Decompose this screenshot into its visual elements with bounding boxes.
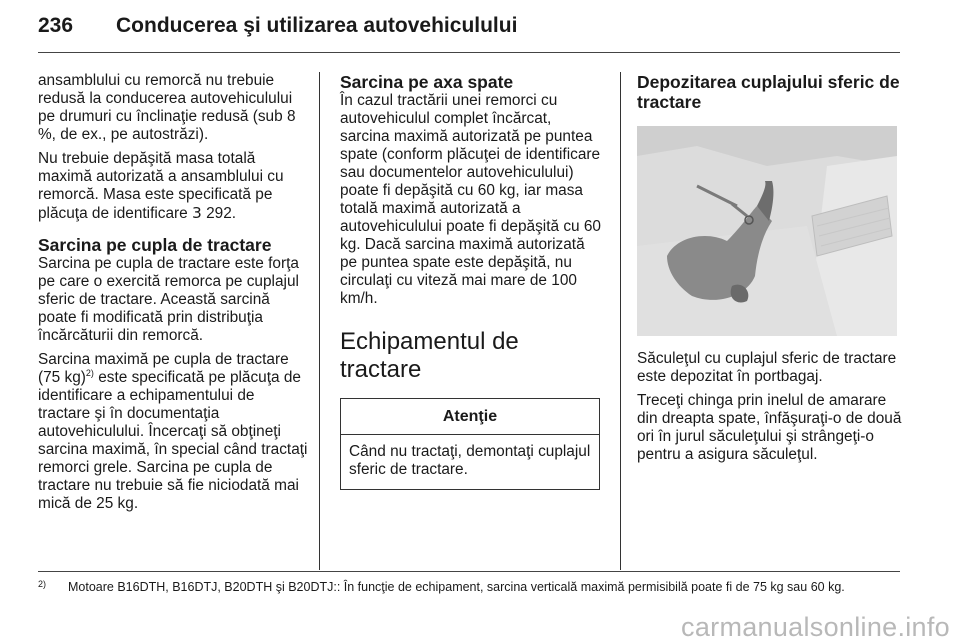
paragraph [38,150,310,223]
footnote-mark: 2) [38,579,47,589]
paragraph: În cazul tractării unei remorci cu autovehiculul complet încărcat, sarcina maximă autorizată pe puntea spate (conform plăcuţei de identificare sau documentelor autovehiculului) poate fi depăşită cu 60 kg, iar masa totală maximă autorizată a autovehiculului poate fi depăşită cu 60 kg. Dacă sarcina maximă autorizată pe puntea spate este depăşită, nu circulaţi cu viteză mai mare de 100 km/h. [340,92,601,307]
chapter-heading: Echipamentul de tractare [340,328,519,383]
page-number: 236 [38,14,74,37]
page-reference-arrow-icon[interactable]: 3 [192,204,202,222]
page-header [38,14,900,48]
paragraph-text: este specificată pe plăcuţa de identificare a echipamentului de tractare şi în documentaţia autovehiculului. Încercaţi să obţineţi sarcina maximă, în special când tractaţi remorci grele. Sarcina pe cupla de tractare nu trebuie să fie niciodată mai mică de 25 kg. [38,369,308,512]
paragraph: Sarcina pe cupla de tractare este forţa pe care o exercită remorca pe cuplajul sferic de tractare. Această sarcină poate fi modificată prin distribuţia încărcăturii din remorcă. [38,255,299,344]
page-reference[interactable]: 292. [201,205,237,222]
paragraph-text: Nu trebuie depăşită masa totală maximă autorizată a ansamblului cu remorcă. Masa este specificată pe plăcuţa de identificare [38,150,284,222]
footnote-text: Motoare B16DTH, B16DTJ, B20DTH şi B20DTJ:: În funcţie de echipament, sarcina verticală maximă permisibilă poate fi de 75 kg sau 60 kg. [68,580,845,594]
paragraph: ansamblului cu remorcă nu trebuie redusă la conducerea autovehiculului pe drumuri cu înclinaţie redusă (sub 8 %, de ex., pe autostrăzi). [38,72,296,143]
column-divider [620,72,621,570]
column-left [38,72,310,519]
paragraph: Săculeţul cu cuplajul sferic de tractare este depozitat în portbagaj. [637,350,897,385]
section-heading: Sarcina pe axa spate [340,72,514,92]
paragraph: Treceţi chinga prin inelul de amarare din dreapta spate, înfăşuraţi-o de două ori în jurul săculeţului şi strângeţi-o pentru a asigura săculeţul. [637,392,902,463]
column-right [637,72,905,470]
section-heading: Sarcina pe cupla de tractare [38,235,272,255]
column-middle [340,72,604,490]
watermark: carmanualsonline.info [681,612,950,642]
footnote-reference[interactable]: 2) [85,367,94,378]
section-heading: Depozitarea cuplajului sferic de tractare [637,72,900,112]
footnote-divider [38,571,900,572]
towball-bag-photo [637,126,897,336]
column-divider [319,72,320,570]
paragraph-text: Sarcina maximă pe cupla de tractare (75 kg) [38,351,289,386]
caution-box [340,398,600,490]
paragraph [38,351,310,513]
caution-text: Când nu tractaţi, demontaţi cuplajul sferic de tractare. [349,443,591,478]
chapter-title: Conducerea şi utilizarea autovehiculului [116,14,518,37]
caution-title: Atenţie [341,399,599,435]
header-divider [38,52,900,53]
footnote [38,580,902,594]
